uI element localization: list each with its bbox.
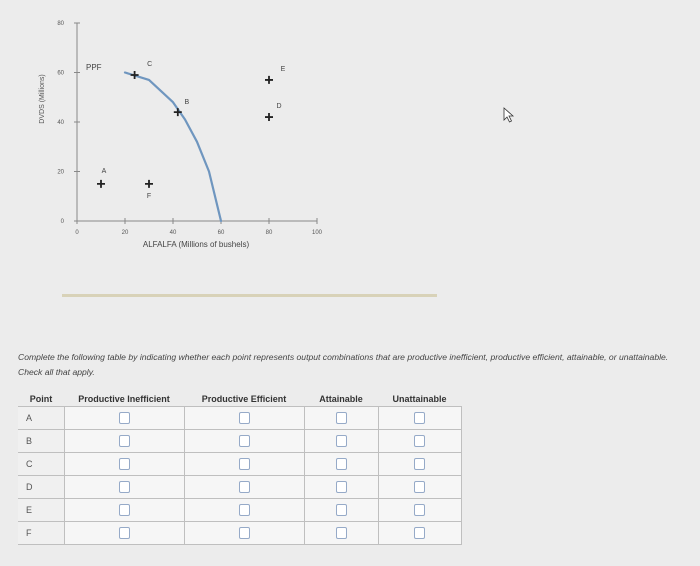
- cell-unattainable: [378, 499, 461, 522]
- x-tick-label: 0: [75, 230, 79, 236]
- ppf-curve-group: [125, 73, 221, 222]
- ppf-label: PPF: [86, 63, 102, 72]
- checkbox-unattainable-a[interactable]: [414, 412, 425, 424]
- cell-productive-efficient: [184, 407, 304, 430]
- y-tick-label: 80: [57, 21, 64, 27]
- cell-unattainable: [378, 522, 461, 545]
- checkbox-productive-inefficient-a[interactable]: [119, 412, 130, 424]
- table-row: [18, 453, 461, 476]
- y-tick-label: 20: [57, 169, 64, 176]
- x-tick-label: 20: [121, 230, 129, 236]
- cell-productive-inefficient: [64, 430, 184, 453]
- row-point-label: B: [18, 430, 64, 453]
- point-label-d: D: [276, 103, 282, 111]
- point-label-c: C: [147, 60, 153, 68]
- checkbox-unattainable-c[interactable]: [414, 458, 425, 470]
- point-label-f: F: [146, 192, 152, 200]
- checkbox-productive-efficient-d[interactable]: [239, 481, 250, 493]
- checkbox-attainable-c[interactable]: [336, 458, 347, 470]
- checkbox-attainable-b[interactable]: [336, 435, 347, 447]
- cell-productive-efficient: [184, 499, 304, 522]
- point-marker-d: [265, 113, 273, 121]
- cell-attainable: [304, 476, 378, 499]
- table-header-row: [18, 392, 461, 407]
- cell-attainable: [304, 522, 378, 545]
- instructions-text: Complete the following table by indicating whether each point represents output combinations that are productive inefficient, productive efficient, attainable, or unattainable. Check all that apply.: [18, 352, 669, 377]
- header-attainable: Attainable: [304, 392, 378, 407]
- point-label-e: E: [280, 65, 286, 73]
- table-row: [18, 430, 461, 453]
- x-axis-label: ALFALFA (Millions of bushels): [142, 240, 250, 249]
- point-marker-a: [97, 180, 105, 188]
- ppf-curve: [125, 73, 221, 222]
- checkbox-unattainable-b[interactable]: [414, 435, 425, 447]
- cell-productive-efficient: [184, 476, 304, 499]
- checkbox-attainable-a[interactable]: [336, 412, 347, 424]
- y-tick-label: 60: [57, 70, 64, 77]
- checkbox-productive-efficient-c[interactable]: [239, 458, 250, 470]
- checkbox-attainable-d[interactable]: [336, 481, 347, 493]
- cell-productive-efficient: [184, 453, 304, 476]
- header-point: Point: [18, 392, 64, 407]
- cell-productive-inefficient: [64, 522, 184, 545]
- x-tick-label: 80: [265, 230, 273, 236]
- checkbox-productive-inefficient-f[interactable]: [119, 527, 130, 539]
- header-productive-efficient: Productive Efficient: [184, 392, 304, 407]
- table-row: [18, 499, 461, 522]
- cell-productive-efficient: [184, 430, 304, 453]
- x-tick-label: 100: [311, 230, 323, 236]
- cell-productive-inefficient: [64, 453, 184, 476]
- cell-productive-efficient: [184, 522, 304, 545]
- row-point-label: C: [18, 453, 64, 476]
- point-marker-c: [131, 71, 139, 79]
- cell-unattainable: [378, 453, 461, 476]
- cell-unattainable: [378, 407, 461, 430]
- y-tick-label: 40: [57, 120, 64, 126]
- cursor-pointer-icon: [504, 108, 513, 122]
- checkbox-productive-inefficient-d[interactable]: [119, 481, 130, 493]
- checkbox-productive-inefficient-c[interactable]: [119, 458, 130, 470]
- x-tick-label: 60: [217, 230, 225, 236]
- point-label-b: B: [184, 99, 190, 107]
- point-marker-e: [265, 76, 273, 84]
- checkbox-attainable-f[interactable]: [336, 527, 347, 539]
- cell-attainable: [304, 407, 378, 430]
- answer-table: [18, 392, 462, 545]
- cell-attainable: [304, 430, 378, 453]
- y-tick-label: 0: [60, 219, 64, 225]
- checkbox-unattainable-f[interactable]: [414, 527, 425, 539]
- cell-attainable: [304, 499, 378, 522]
- checkbox-attainable-e[interactable]: [336, 504, 347, 516]
- point-marker-f: [145, 180, 153, 188]
- x-tick-label: 40: [169, 230, 177, 236]
- section-divider: [62, 294, 437, 297]
- row-point-label: E: [18, 499, 64, 522]
- row-point-label: A: [18, 407, 64, 430]
- cell-productive-inefficient: [64, 476, 184, 499]
- y-axis-label: DVDS (Millions): [39, 74, 46, 124]
- checkbox-productive-efficient-b[interactable]: [239, 435, 250, 447]
- header-unattainable: Unattainable: [378, 392, 461, 407]
- table-row: [18, 476, 461, 499]
- header-productive-inefficient: Productive Inefficient: [64, 392, 184, 407]
- table-row: [18, 407, 461, 430]
- cell-unattainable: [378, 430, 461, 453]
- checkbox-productive-inefficient-b[interactable]: [119, 435, 130, 447]
- checkbox-productive-efficient-f[interactable]: [239, 527, 250, 539]
- row-point-label: D: [18, 476, 64, 499]
- checkbox-unattainable-d[interactable]: [414, 481, 425, 493]
- cell-attainable: [304, 453, 378, 476]
- checkbox-productive-inefficient-e[interactable]: [119, 504, 130, 516]
- point-label-a: A: [101, 167, 107, 175]
- row-point-label: F: [18, 522, 64, 545]
- table-row: [18, 522, 461, 545]
- cell-productive-inefficient: [64, 499, 184, 522]
- checkbox-unattainable-e[interactable]: [414, 504, 425, 516]
- checkbox-productive-efficient-a[interactable]: [239, 412, 250, 424]
- cell-unattainable: [378, 476, 461, 499]
- checkbox-productive-efficient-e[interactable]: [239, 504, 250, 516]
- cell-productive-inefficient: [64, 407, 184, 430]
